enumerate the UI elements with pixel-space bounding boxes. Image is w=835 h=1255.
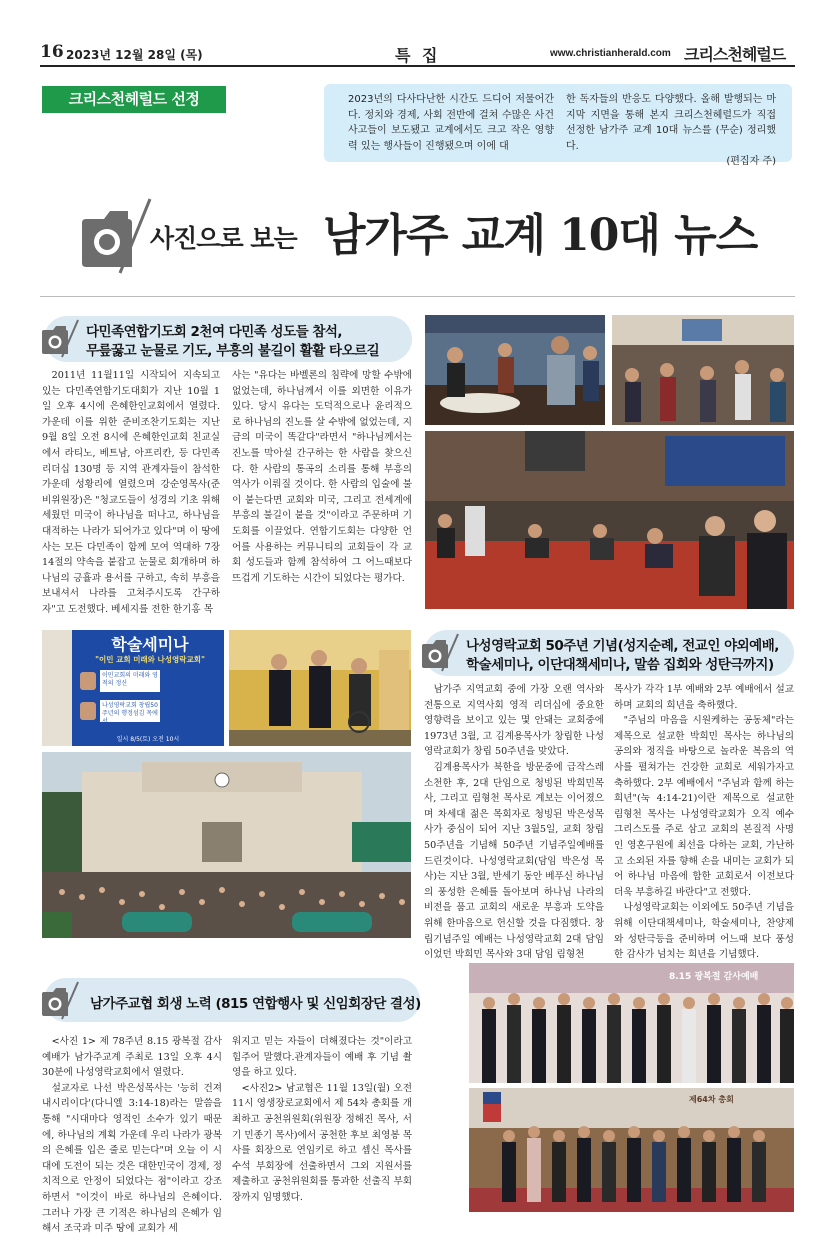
article-paragraph: 설교자로 나선 박은성목사는 '능히 건져 내시리이다'(다니엘 3:14-18)라는 말씀을 통해 "시대마다 영적인 소수가 있기 때문에, 하나님의 계획 가운데 우리 나라가 광복의 은혜를 입은 줄로 믿는다"며 오늘 이 시대에 도전이 되는 것은 대한민국이 경제, 정치적으로 안정이 되었다는 점"이라고 강조하면서 "이것이 바로 하나님의 은혜이다. 그러나 가장 큰 기적은 하나님의 은혜가 임해서 조국과 미주 땅에 교회가 세: [42, 1082, 222, 1235]
photo-seminar-speakers: [229, 630, 411, 746]
page-header: [40, 40, 795, 68]
section-3-column-1: [42, 1034, 222, 1237]
article-text: [424, 682, 604, 963]
ceremony-banner: 8.15 광복절 감사예배: [669, 972, 759, 982]
photo-prayer-1: [425, 315, 605, 425]
seminar-banner-title: 학술세미나: [111, 635, 189, 654]
photo-prayer-kneeling: [425, 431, 794, 609]
headline: 남가주교협 회생 노력 (815 연합행사 및 신임회장단 결성): [90, 996, 421, 1012]
header-rule: [40, 65, 795, 67]
page-title-block: [80, 185, 780, 275]
section-3-column-2: [232, 1034, 412, 1206]
section-2-headline: [424, 630, 794, 676]
headline-line-2: 무릎꿇고 눈물로 기도, 부흥의 불길이 활활 타오르길: [86, 343, 380, 359]
article-paragraph: 워지고 믿는 자들이 더해졌다는 것"이라고 힘주어 말했다.관계자들이 예배 후 기념 촬영을 하고 있다.: [232, 1036, 412, 1079]
photo-seminar-banner: [42, 630, 224, 746]
article-paragraph: <사진 1> 제 78주년 8.15 광복절 감사예배가 남가주교계 주최로 13일 오후 4시 30분에 나성영락교회에서 열렸다.: [42, 1036, 222, 1079]
headline-line-1: 다민족연합기도회 2천여 다민족 성도들 참석,: [86, 324, 343, 340]
article-paragraph: 남가주 지역교회 중에 가장 오랜 역사와 전통으로 지역사회 영적 리더십에 중요한 영향력을 보이고 있는 몇 안돼는 교회중에 1973년 3월, 고 김계용목사가 창립한 나성영락교회가 창립 50주년을 맞았다.: [424, 684, 604, 758]
selection-badge: 크리스천헤럴드 선정: [42, 86, 226, 113]
seminar-banner-sub: "이민 교회 미래와 나성영락교회": [95, 655, 205, 664]
article-paragraph: 나성영락교회는 이외에도 50주년 기념을 위해 이단대책세미나, 학술세미나, 찬양제와 성탄극등을 준비하며 어느때 보다 풍성한 감사가 넘치는 희년을 기념했다.: [614, 902, 794, 961]
camera-icon: [40, 318, 80, 358]
article-text: [42, 1034, 222, 1237]
article-text: [614, 682, 794, 963]
title-subtitle: 사진으로 보는: [150, 224, 297, 253]
intro-box: [324, 84, 792, 167]
article-text: [232, 1034, 412, 1206]
photo-church-outdoor-service: [42, 752, 411, 938]
photo-general-assembly: [469, 1088, 794, 1212]
title-divider: [40, 296, 795, 297]
intro-text-2: 한 독자들의 반응도 다양했다. 올해 발행되는 마지막 지면을 통해 본지 크리스천헤럴드가 직접 선정한 남가주 교계 10대 뉴스를 (무순) 정리했다.: [566, 94, 776, 152]
camera-icon: [40, 980, 80, 1020]
site-url[interactable]: www.christianherald.com: [550, 48, 671, 59]
article-paragraph: 사는 "유다는 바벨론의 침략에 망할 수밖에 없었는데, 하나님께서 이를 외면한 이유가 있다. 당시 유다는 도덕적으로나 윤리적으로 하나님의 진노를 살 수밖에 없었는데, 지금의 미국이 똑같다"라면서 "하나님께서는 진노를 막아설 간구하는 한 사람을 찾으신다. 한 사람의 통곡의 소리를 통해 부흥의 역사가 이뤄질 것이다. 한 사람의 입술에 불이 붙는다면 교회와 미국, 그리고 전세계에 부흥의 불길이 붙을 것"이라고 주문하며 기도회를 이끌었다. 연합기도회는 다양한 언어를 사용하는 커뮤니티의 교회들이 각 교회 성도들과 함께 참석하여 그 어느때보다 뜨겁게 기도하는 시간이 되었다는 평가다.: [232, 370, 412, 584]
article-paragraph: <사진2> 남교협은 11월 13일(월) 오전 11시 영생장로교회에서 제 54차 총회를 개최하고 공천위원회(위원장 정해진 목사, 서기 민종기 목사)에서 공천한 후보 최영봉 목사를 회장으로 연임키로 하고 셈신 목사를 수석 부회장에 선출하면서 그외 지원서를 제출하고 공천위원회를 통과한 선출직 부회장까지 임명했다.: [232, 1082, 412, 1203]
intro-column-1: 2023년의 다사다난한 시간도 드디어 저물어간다. 정치와 경제, 사회 전반에 걸쳐 수많은 사건 사고들이 보도됐고 교계에서도 크고 작은 영향력 있는 행사들이 진행됐으며 이에 대: [348, 94, 554, 152]
article-paragraph: "주님의 마음을 시원케하는 공동체"라는 제목으로 설교한 박희민 목사는 하나님의 공의와 정직을 바탕으로 놀라운 복음의 역사를 펼쳐가는 건강한 교회로 세워가자고 축하했다. 2부 예배에서 "주님과 함께 하는 희년"(눅 4:14-21)이란 제목으로 설교한 림형천 목사는 나성영락교회가 오직 예수 그리스도를 주로 삼고 교회의 본질적 사명인 영혼구원에 최선을 다하는 교회, 가난하고 소외된 자를 향해 손을 내미는 교회가 되어 하나님 마음에 합한 교회로서 이전보다 더욱 부흥하길 바란다"고 전했다.: [614, 715, 794, 898]
seminar-banner-item1: 이민교회의 미래와 영적의 정신: [102, 672, 158, 687]
seminar-banner-item2: 나성영락교회 창립50주년의 행정섬김 목에서: [102, 702, 158, 725]
page-number: 16: [40, 42, 64, 62]
article-paragraph: 목사가 각각 1부 예배와 2부 예배에서 설교하며 교회의 희년을 축하했다.: [614, 684, 794, 711]
seminar-banner-foot: 일시 8/5(토) 오전 10시: [116, 736, 180, 743]
editor-note: (편집자 주): [726, 156, 776, 167]
photo-prayer-2: [612, 315, 794, 425]
section-1-headline: [44, 316, 412, 362]
camera-icon: [80, 197, 152, 275]
intro-column-2: [566, 92, 776, 170]
headline-line-2: 학술세미나, 이단대책세미나, 말씀 집회와 성탄극까지): [466, 657, 774, 673]
section-1-column-1: [42, 368, 220, 618]
camera-icon: [420, 632, 460, 672]
article-paragraph: 김계용목사가 북한을 방문중에 급작스레 소천한 후, 2대 단임으로 청빙된 박희민목사, 그리고 림형천 목사로 계보는 이어졌으며 차세대 젊은 목회자로 청빙된 박은성목사가 중심이 되어 지난 3월5일, 교회 창립 50주년을 기념해 50주년 기념주일예배를 드린것이다. 나성영락교회(담임 박은성 목사)는 지난 3월, 반세기 동안 베푸신 하나님의 풍성한 은혜를 돌아보며 하나님 나라의 비전을 품고 교회의 새로운 부흥과 도약을 위해 한마음으로 헌신할 것을 다짐했다. 창립기념주일 예배는 나성영락교회 2대 담임이었던 박희민 목사와 3대 담임 림형천: [424, 761, 604, 961]
section-2-column-2: [614, 682, 794, 963]
section-name: 특 집: [395, 46, 441, 65]
section-1-column-2: [232, 368, 412, 586]
headline-line-1: 나성영락교회 50주년 기념(성지순례, 전교인 야외예배,: [466, 638, 779, 654]
section-3-headline: [44, 978, 420, 1022]
page-title: 남가주 교계 10대 뉴스: [323, 210, 758, 261]
photo-liberation-day-group: [469, 963, 794, 1083]
brand-logo: 크리스천헤럴드: [684, 45, 786, 64]
church-hall-banner: 제64차 총회: [689, 1095, 734, 1104]
article-paragraph: 2011년 11월11일 시작되어 지속되고 있는 다민족연합기도대회가 지난 10월 1일 오후 4시에 은혜한인교회에서 열렸다. 가운데 이를 위한 준비조찬기도회는 지난 9월 8일 오전 8시에 은혜한인교회 친교실에서 라티노, 베트남, 아프리칸, 등 다민족 리더십 130명 등 지역 관계자들이 참석한 가운데 성황리에 열렸으며 강순영목사(준비위원장)은 "청교도들이 성경의 기초 위해 세웠던 미국이 하나님을 떠나고, 하나님을 대적하는 나라가 되어가고 있다"며 이 땅에 사는 모든 다민족이 함께 모여 역대하 7장 14절의 약속을 붙잡고 눈물로 회개하며 하나님의 긍휼과 용서를 구하고, 속히 부흥을 보내셔서 나라를 고쳐주시도록 간구하자"고 도전했다. 베세지를 전한 한기홍 목: [42, 370, 220, 615]
issue-date: 2023년 12월 28일 (목): [66, 48, 203, 62]
section-2-column-1: [424, 682, 604, 963]
